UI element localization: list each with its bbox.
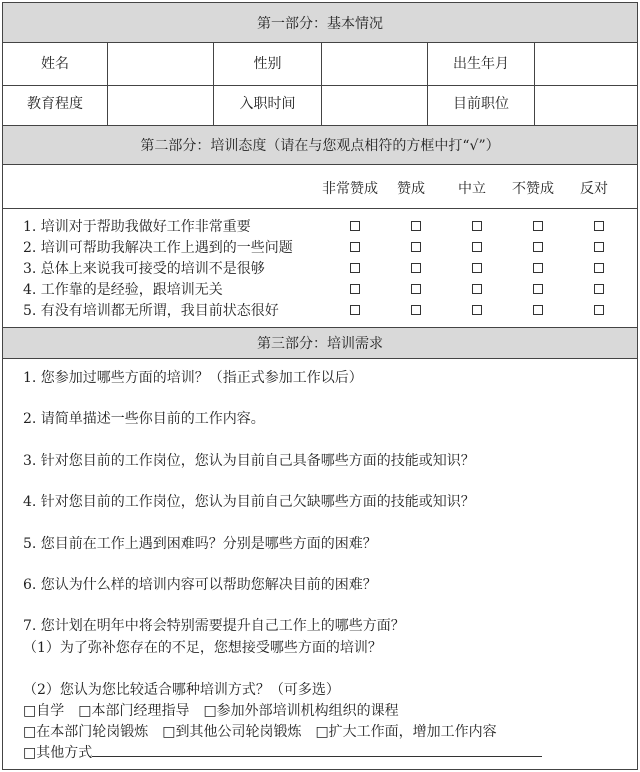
need-sub-question-1: （1）为了弥补您存在的不足，您想接受哪些方面的培训？ bbox=[23, 640, 382, 656]
method-options-line-2[interactable]: □在本部门轮岗锻炼 □到其他公司轮岗锻炼 □扩大工作面，增加工作内容 bbox=[23, 724, 497, 740]
hire-date-field[interactable] bbox=[322, 85, 427, 123]
scale-agree: 赞成 bbox=[397, 181, 425, 197]
gender-field[interactable] bbox=[322, 45, 427, 83]
need-question-5: 5. 您目前在工作上遇到困难吗？分别是哪些方面的困难？ bbox=[23, 536, 377, 552]
label-position: 目前职位 bbox=[453, 96, 509, 112]
attitude-checkbox[interactable] bbox=[472, 242, 482, 252]
attitude-checkbox[interactable] bbox=[411, 221, 421, 231]
attitude-checkbox[interactable] bbox=[350, 242, 360, 252]
statement-3: 3. 总体上来说我可接受的培训不是很够 bbox=[23, 261, 265, 277]
attitude-checkbox[interactable] bbox=[472, 221, 482, 231]
part3-header bbox=[3, 327, 637, 359]
attitude-checkbox[interactable] bbox=[411, 305, 421, 315]
statement-5: 5. 有没有培训都无所谓，我目前状态很好 bbox=[23, 303, 279, 319]
attitude-checkbox[interactable] bbox=[594, 284, 604, 294]
attitude-checkbox[interactable] bbox=[350, 284, 360, 294]
education-field[interactable] bbox=[108, 85, 213, 123]
attitude-checkbox[interactable] bbox=[350, 263, 360, 273]
need-question-7: 7. 您计划在明年中将会特别需要提升自己工作上的哪些方面？ bbox=[23, 618, 405, 634]
part1-title: 第一部分：基本情况 bbox=[257, 15, 383, 32]
label-name: 姓名 bbox=[41, 56, 69, 72]
position-field[interactable] bbox=[535, 85, 637, 123]
attitude-checkbox[interactable] bbox=[350, 221, 360, 231]
attitude-checkbox[interactable] bbox=[533, 263, 543, 273]
statement-4: 4. 工作靠的是经验，跟培训无关 bbox=[23, 282, 223, 298]
method-options-line-3[interactable] bbox=[23, 742, 542, 762]
attitude-checkbox[interactable] bbox=[533, 242, 543, 252]
need-question-4: 4. 针对您目前的工作岗位，您认为目前自己欠缺哪些方面的技能或知识？ bbox=[23, 494, 475, 510]
attitude-checkbox[interactable] bbox=[411, 284, 421, 294]
attitude-checkbox[interactable] bbox=[350, 305, 360, 315]
attitude-checkbox[interactable] bbox=[472, 284, 482, 294]
attitude-checkbox[interactable] bbox=[533, 221, 543, 231]
scale-disagree: 不赞成 bbox=[512, 181, 554, 197]
label-education: 教育程度 bbox=[27, 96, 83, 112]
method-options-line-1[interactable]: □自学 □本部门经理指导 □参加外部培训机构组织的课程 bbox=[23, 703, 399, 719]
birth-field[interactable] bbox=[535, 45, 637, 83]
label-hire-date: 入职时间 bbox=[239, 96, 296, 112]
need-sub-question-2: （2）您认为您比较适合哪种培训方式？（可多选） bbox=[23, 682, 340, 698]
name-field[interactable] bbox=[108, 45, 213, 83]
attitude-checkbox[interactable] bbox=[594, 242, 604, 252]
scale-oppose: 反对 bbox=[580, 181, 608, 197]
divider bbox=[3, 208, 637, 209]
attitude-checkbox[interactable] bbox=[594, 221, 604, 231]
part1-header bbox=[3, 3, 637, 43]
statement-1: 1. 培训对于帮助我做好工作非常重要 bbox=[23, 219, 251, 235]
other-method-blank[interactable] bbox=[92, 744, 542, 757]
survey-form bbox=[2, 2, 638, 770]
need-question-1: 1. 您参加过哪些方面的培训？（指正式参加工作以后） bbox=[23, 370, 363, 386]
scale-strongly-agree: 非常赞成 bbox=[322, 181, 378, 197]
attitude-checkbox[interactable] bbox=[472, 305, 482, 315]
need-question-3: 3. 针对您目前的工作岗位，您认为目前自己具备哪些方面的技能或知识？ bbox=[23, 453, 475, 469]
attitude-checkbox[interactable] bbox=[594, 305, 604, 315]
statement-2: 2. 培训可帮助我解决工作上遇到的一些问题 bbox=[23, 240, 293, 256]
other-method-label: □其他方式 bbox=[23, 745, 93, 761]
attitude-checkbox[interactable] bbox=[411, 242, 421, 252]
label-gender: 性别 bbox=[253, 56, 282, 72]
part2-header bbox=[3, 125, 637, 165]
part2-title: 第二部分：培训态度（请在与您观点相符的方框中打“√”） bbox=[140, 138, 500, 154]
attitude-checkbox[interactable] bbox=[533, 284, 543, 294]
need-question-2: 2. 请简单描述一些你目前的工作内容。 bbox=[23, 411, 265, 427]
label-birth: 出生年月 bbox=[453, 56, 509, 72]
need-question-6: 6. 您认为什么样的培训内容可以帮助您解决目前的困难？ bbox=[23, 577, 377, 593]
attitude-checkbox[interactable] bbox=[533, 305, 543, 315]
part3-title: 第三部分：培训需求 bbox=[257, 336, 383, 352]
attitude-checkbox[interactable] bbox=[472, 263, 482, 273]
attitude-checkbox[interactable] bbox=[594, 263, 604, 273]
scale-neutral: 中立 bbox=[458, 181, 486, 197]
attitude-checkbox[interactable] bbox=[411, 263, 421, 273]
